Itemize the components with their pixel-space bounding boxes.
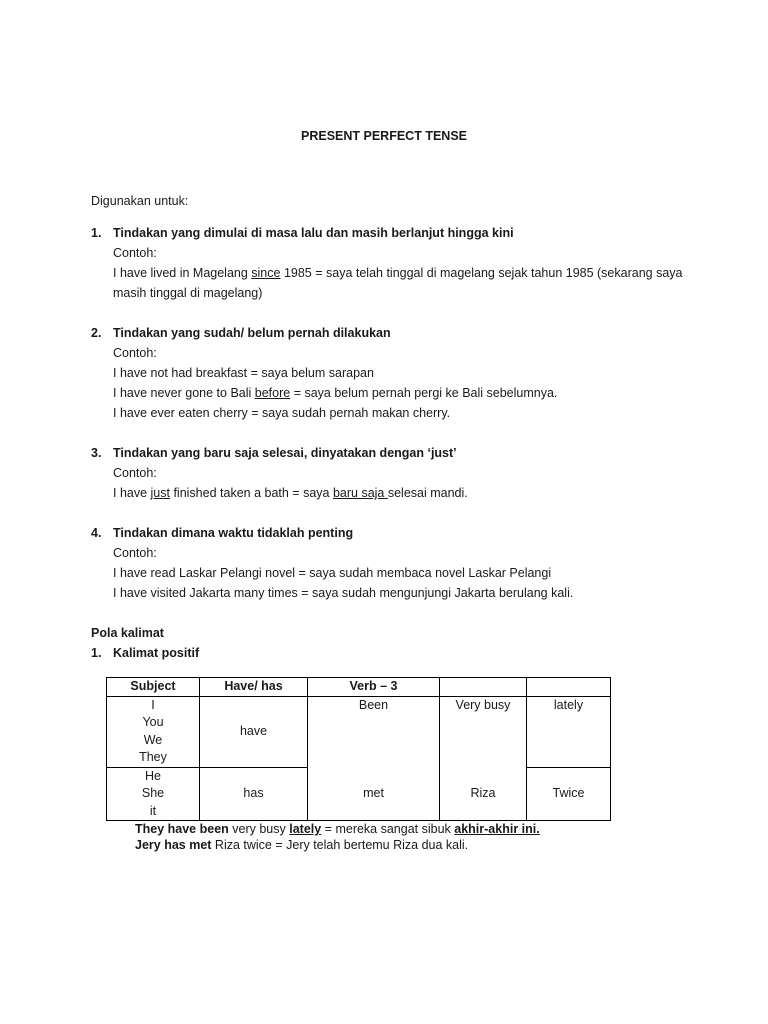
contoh-label: Contoh: [113, 546, 157, 560]
underlined-word: before [254, 386, 291, 400]
section-heading [91, 323, 691, 343]
section-1 [91, 223, 691, 303]
contoh-label: Contoh: [113, 346, 157, 360]
aux-cell: have [200, 696, 308, 767]
section-heading-text: Tindakan yang sudah/ belum pernah dilakukan [113, 326, 391, 340]
example-line: I have not had breakfast = saya belum sarapan [113, 366, 374, 380]
aux-cell: has [200, 767, 308, 821]
time-cell: lately [527, 696, 611, 767]
section-heading-text: Tindakan yang baru saja selesai, dinyatakan dengan ‘just’ [113, 446, 457, 460]
header-have-has: Have/ has [200, 678, 308, 697]
section-heading-text: Tindakan yang dimulai di masa lalu dan masih berlanjut hingga kini [113, 226, 514, 240]
section-number: 2. [91, 326, 102, 340]
contoh-label: Contoh: [113, 466, 157, 480]
page-title: PRESENT PERFECT TENSE [301, 129, 467, 143]
subheading-kalimat-positif [91, 643, 199, 663]
section-3 [91, 443, 691, 503]
subheading-number: 1. [91, 646, 102, 660]
time-cell: Twice [527, 767, 611, 821]
underlined-word: just [150, 486, 170, 500]
section-heading-text: Tindakan dimana waktu tidaklah penting [113, 526, 354, 540]
header-empty [527, 678, 611, 697]
verb-cell: Been met [308, 696, 440, 821]
contoh-label: Contoh: [113, 246, 157, 260]
example-line: I have never gone to Bali before = saya belum pernah pergi ke Bali sebelumnya. [113, 386, 558, 400]
section-2 [91, 323, 691, 423]
pattern-table [106, 677, 611, 821]
subject-cell: I You We They [107, 696, 200, 767]
object-cell: Riza [440, 767, 527, 821]
example-line: I have lived in Magelang since 1985 = saya telah tinggal di magelang sejak tahun 1985 (sekarang saya [113, 266, 683, 280]
table-header-row [107, 678, 611, 697]
header-verb-3: Verb – 3 [308, 678, 440, 697]
pola-heading: Pola kalimat [91, 626, 164, 640]
object-cell: Very busy [440, 696, 527, 767]
section-4 [91, 523, 691, 603]
underlined-phrase: baru saja [332, 486, 388, 500]
example-sentence-2: Jery has met Riza twice = Jery telah bertemu Riza dua kali. [135, 838, 469, 852]
section-number: 1. [91, 226, 102, 240]
underlined-word: since [251, 266, 281, 280]
header-subject: Subject [107, 678, 200, 697]
section-heading [91, 523, 691, 543]
example-sentence-1: They have been very busy lately = mereka sangat sibuk akhir-akhir ini. [135, 822, 540, 836]
section-number: 4. [91, 526, 102, 540]
table-row [107, 696, 611, 767]
subheading-text: Kalimat positif [113, 646, 200, 660]
example-line: I have just finished taken a bath = saya baru saja selesai mandi. [113, 486, 468, 500]
example-line: I have ever eaten cherry = saya sudah pernah makan cherry. [113, 406, 451, 420]
example-line: masih tinggal di magelang) [113, 286, 263, 300]
header-empty [440, 678, 527, 697]
subject-cell: He She it [107, 767, 200, 821]
section-heading [91, 223, 691, 243]
example-line: I have visited Jakarta many times = saya sudah mengunjungi Jakarta berulang kali. [113, 586, 574, 600]
section-number: 3. [91, 446, 102, 460]
intro-text: Digunakan untuk: [91, 194, 189, 208]
section-heading [91, 443, 691, 463]
example-line: I have read Laskar Pelangi novel = saya sudah membaca novel Laskar Pelangi [113, 566, 552, 580]
